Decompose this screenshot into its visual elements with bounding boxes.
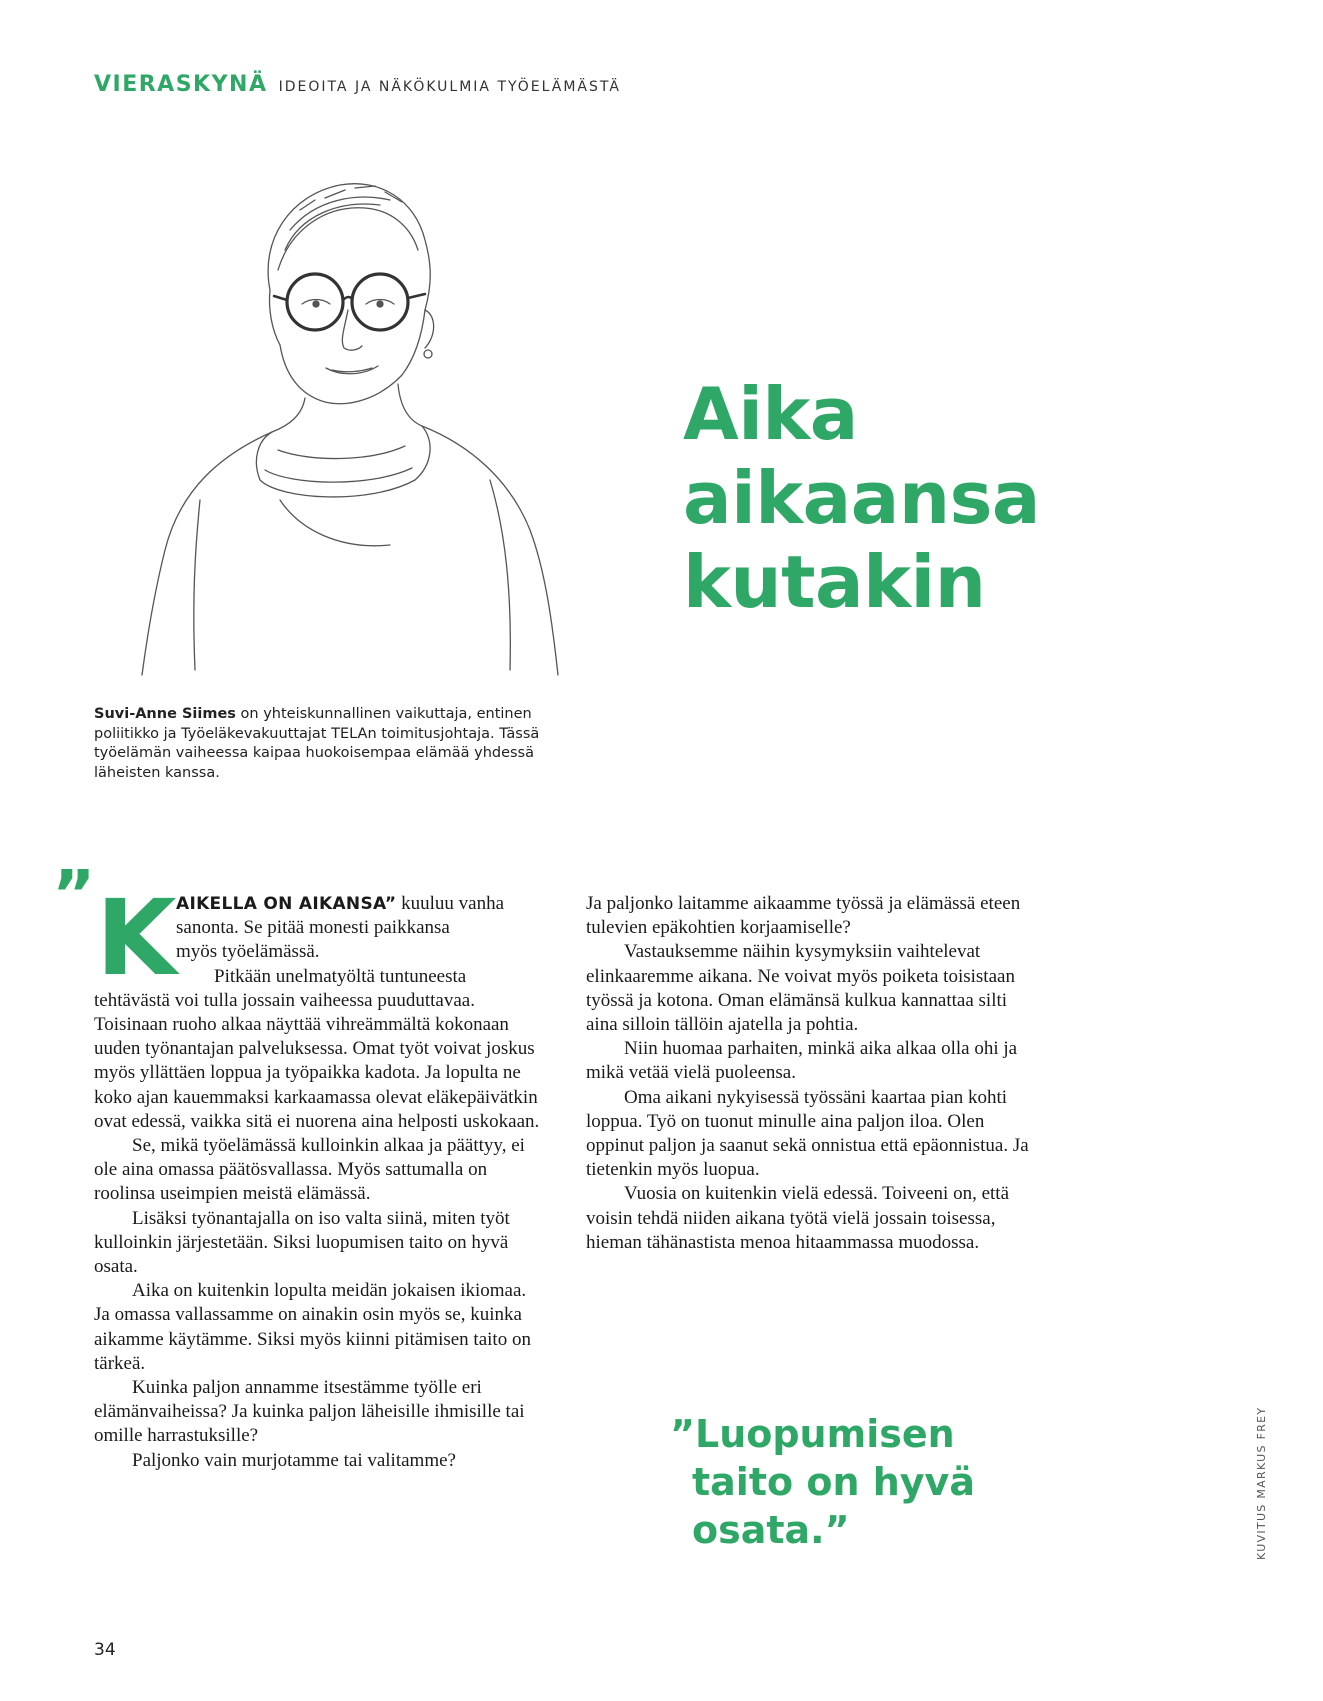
section-name: VIERASKYNÄ <box>94 72 268 97</box>
pull-quote <box>670 1410 975 1554</box>
author-description: on yhteiskunnallinen vaikuttaja, entinen poliitikko ja Työeläkevakuuttajat TELAn toimitusjohtaja. Tässä työelämän vaiheessa kaipaa huokoisempaa elämää yhdessä läheisten kanssa. <box>94 706 540 781</box>
article-column-2 <box>586 892 1036 1255</box>
lead-line: myös työelämässä. <box>176 941 320 963</box>
paragraph: Vastauksemme näihin kysymyksiin vaihtelevat elinkaaremme aikana. Ne voivat myös poiketa toisistaan työssä ja kotona. Oman elämänsä kulkua kannattaa silti aina silloin tällöin ajatella ja pohtia. <box>586 941 1015 1036</box>
paragraph: Se, mikä työelämässä kulloinkin alkaa ja päättyy, ei ole aina omassa päätösvallassa. Myös sattumalla on roolinsa useimpien meistä elämässä. <box>94 1135 525 1205</box>
headline-line: kutakin <box>683 540 986 624</box>
section-header <box>94 72 621 97</box>
pull-quote-line: ”Luopumisen <box>670 1412 955 1456</box>
lead-line: sanonta. Se pitää monesti paikkansa <box>176 917 450 939</box>
lead-line: Pitkään unelmatyöltä tuntuneesta <box>214 965 467 987</box>
lead-caps: AIKELLA ON AIKANSA” <box>176 894 397 914</box>
article-headline <box>683 372 1040 624</box>
headline-line: Aika <box>683 372 858 456</box>
opening-quote-mark: ” <box>52 856 96 933</box>
paragraph: Ja paljonko laitamme aikaamme työssä ja elämässä eteen tulevien epäkohtien korjaamiselle? <box>586 893 1021 939</box>
woman-portrait-sketch-icon <box>142 184 558 675</box>
paragraph: Oma aikani nykyisessä työssäni kaartaa pian kohti loppua. Työ on tuonut minulle aina paljon iloa. Olen oppinut paljon ja saanut sekä onnistua että epäonnistua. Ja tietenkin myös luopua. <box>586 1086 1029 1181</box>
article-column-1 <box>94 892 544 1473</box>
paragraph: Paljonko vain murjotamme tai valitamme? <box>132 1449 456 1471</box>
author-name: Suvi-Anne Siimes <box>94 706 236 722</box>
headline-line: aikaansa <box>683 456 1041 540</box>
section-subtitle: IDEOITA JA NÄKÖKULMIA TYÖELÄMÄSTÄ <box>278 79 621 95</box>
drop-cap: K <box>96 877 177 999</box>
paragraph: tehtävästä voi tulla jossain vaiheessa puuduttavaa. Toisinaan ruoho alkaa näyttää vihreämmältä kokonaan uuden työnantajan palveluksessa. Omat työt voivat joskus myös yllättäen loppua ja työpaikka kadota. Ja lopulta ne koko ajan kauemmaksi karkaamassa olevat eläkepäivätkin ovat edessä, vaikka sitä ei nuorena aina helposti uskokaan. <box>94 989 540 1132</box>
page-number: 34 <box>94 1640 116 1660</box>
paragraph: Vuosia on kuitenkin vielä edessä. Toiveeni on, että voisin tehdä niiden aikana työtä vielä jossain toisessa, hieman tähänastista menoa hitaammassa muodossa. <box>586 1183 1010 1253</box>
paragraph: Kuinka paljon annamme itsestämme työlle eri elämänvaiheissa? Ja kuinka paljon läheisille ihmisille tai omille harrastuksille? <box>94 1377 525 1447</box>
lead-line1-rest: kuuluu vanha <box>396 893 505 914</box>
paragraph: Lisäksi työnantajalla on iso valta siinä, miten työt kulloinkin järjestetään. Siksi luopumisen taito on hyvä osata. <box>94 1207 510 1278</box>
paragraph: Niin huomaa parhaiten, minkä aika alkaa olla ohi ja mikä vetää vielä puoleensa. <box>586 1038 1018 1084</box>
paragraph: Aika on kuitenkin lopulta meidän jokaisen ikiomaa. Ja omassa vallassamme on ainakin osin myös se, kuinka aikamme käytämme. Siksi myös kiinni pitämisen taito on tärkeä. <box>94 1280 531 1374</box>
author-caption <box>94 705 564 783</box>
illustration-credit: KUVITUS MARKUS FREY <box>1255 1406 1268 1560</box>
portrait-illustration <box>140 170 600 680</box>
pull-quote-line: osata.” <box>692 1508 850 1552</box>
lead-paragraph <box>176 892 544 989</box>
pull-quote-line: taito on hyvä <box>692 1460 975 1504</box>
lead-line <box>176 892 544 916</box>
